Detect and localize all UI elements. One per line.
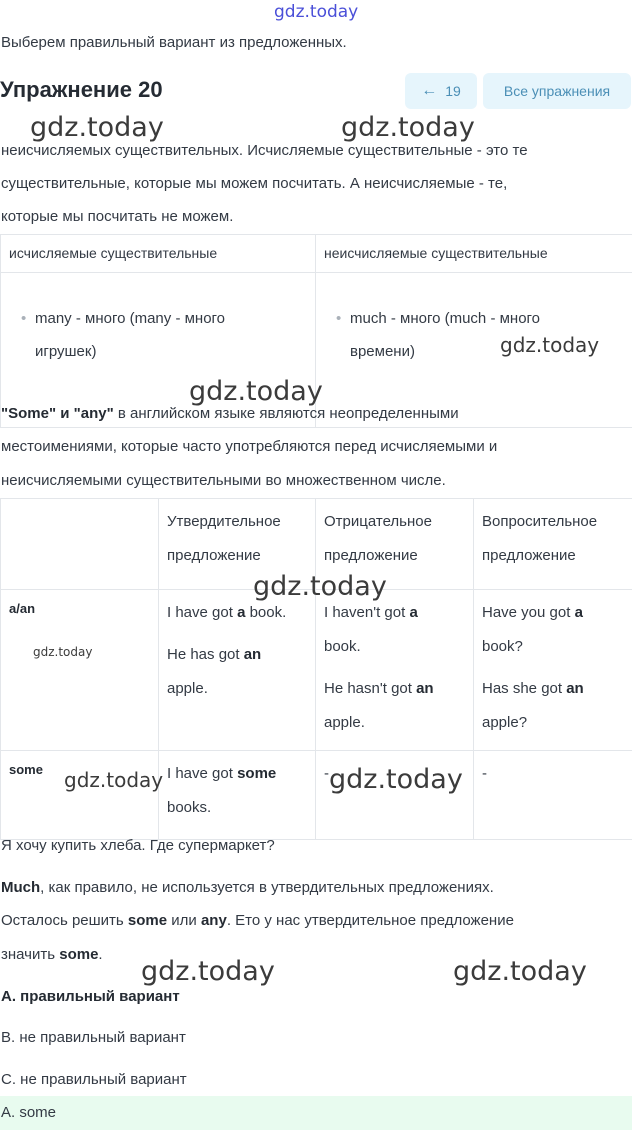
arrow-left-icon: ←: [421, 82, 438, 99]
option-b: В. не правильный вариант: [1, 1029, 186, 1046]
cell-text: времени): [350, 343, 415, 360]
paragraph-line: Much, как правило, не используется в утвердительных предложениях.: [1, 879, 494, 896]
site-logo: gdz.today: [274, 2, 359, 22]
table-corner-cell: [1, 499, 159, 590]
answer-box: A. some: [0, 1096, 632, 1130]
option-a: А. правильный вариант: [1, 988, 180, 1005]
paragraph-line: существительные, которые мы можем посчитать. А неисчисляемые - те,: [1, 175, 508, 192]
table-header-cell: Утвердительное предложение: [159, 499, 316, 590]
cell-text: игрушек): [35, 343, 97, 360]
option-c: С. не правильный вариант: [1, 1071, 187, 1088]
paragraph-line: которые мы посчитать не можем.: [1, 208, 234, 225]
watermark: gdz.today: [453, 956, 587, 987]
watermark: gdz.today: [253, 571, 387, 602]
prev-exercise-button[interactable]: [405, 73, 477, 109]
table-cell: I have got some books.: [159, 751, 316, 840]
table-header-cell: неисчисляемые существительные: [316, 235, 632, 273]
paragraph-line: Осталось решить some или any. Ето у нас утвердительное предложение: [1, 912, 514, 929]
table-cell: I haven't got a book. He hasn't got an apple.: [316, 590, 474, 751]
translation-text: Я хочу купить хлеба. Где супермаркет?: [1, 837, 275, 854]
row-label: a/an: [1, 590, 159, 751]
table-header-cell: исчисляемые существительные: [1, 235, 316, 273]
cell-text: much - много (much - много: [350, 310, 541, 327]
prev-exercise-label: 19: [445, 83, 461, 99]
cell-text: many - много (many - много: [35, 310, 226, 327]
paragraph-line: "Some" и "any" в английском языке являются неопределенными: [1, 405, 459, 422]
table-header-cell: Вопросительное предложение: [474, 499, 632, 590]
watermark: gdz.today: [33, 645, 93, 659]
table-cell: -: [316, 751, 474, 840]
watermark: gdz.today: [329, 764, 463, 795]
intro-text: Выберем правильный вариант из предложенных.: [1, 34, 347, 51]
paragraph-line: неисчисляемых существительных. Исчисляемые существительные - это те: [1, 142, 528, 159]
row-label: some: [1, 751, 159, 840]
page-title: Упражнение 20: [0, 77, 163, 102]
bullet-icon: •: [336, 310, 342, 327]
paragraph-line: значить some.: [1, 946, 103, 963]
table-cell: -: [474, 751, 632, 840]
watermark: gdz.today: [189, 376, 323, 407]
paragraph-line: неисчисляемыми существительными во множественном числе.: [1, 472, 446, 489]
watermark: gdz.today: [64, 768, 164, 792]
watermark: gdz.today: [141, 956, 275, 987]
all-exercises-button[interactable]: Все упражнения: [483, 73, 631, 109]
table-cell: I have got a book. He has got an apple.: [159, 590, 316, 751]
watermark: gdz.today: [500, 333, 600, 357]
bullet-icon: •: [21, 310, 27, 327]
paragraph-line: местоимениями, которые часто употребляются перед исчисляемыми и: [1, 438, 498, 455]
watermark: gdz.today: [341, 112, 475, 143]
table-cell: Have you got a book? Has she got an apple?: [474, 590, 632, 751]
table-header-cell: Отрицательное предложение: [316, 499, 474, 590]
watermark: gdz.today: [30, 112, 164, 143]
